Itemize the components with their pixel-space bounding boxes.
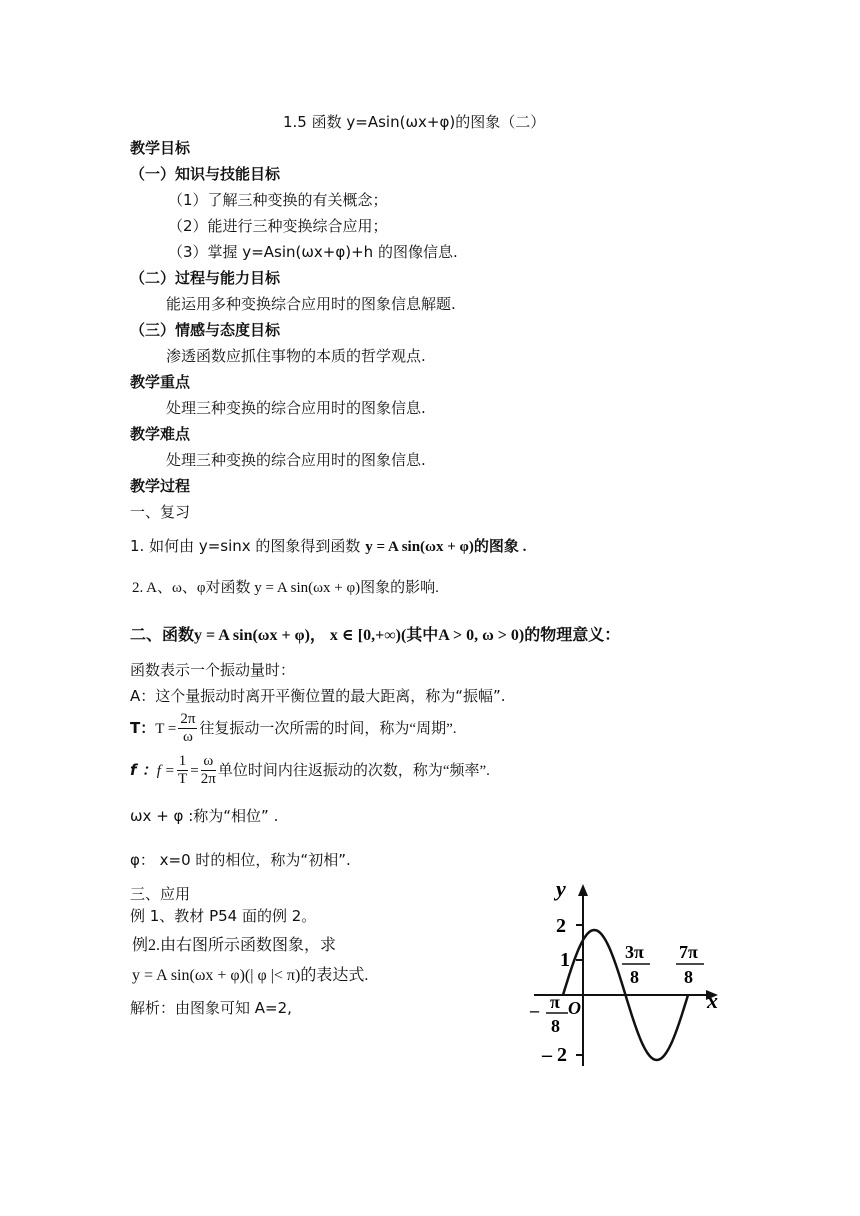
- physics-heading: 二、函数y = A sin(ωx + φ)， x ∈ [0,+∞)(其中A > 0, ω > 0)的物理意义：: [130, 627, 621, 644]
- amplitude-text: A：这个量振动时离开平衡位置的最大距离，称为“振幅”.: [130, 687, 506, 705]
- review-question-1-text: 1. 如何由 y=sinx 的图象得到函数: [130, 537, 361, 555]
- key-point-text: 处理三种变换的综合应用时的图象信息.: [166, 399, 426, 417]
- review-question-2: 2. A、ω、φ对函数 y = A sin(ωx + φ)图象的影响.: [132, 580, 439, 596]
- period-fraction: [178, 711, 197, 746]
- frequency-fraction-1: [177, 753, 189, 788]
- x-mid-denominator: 8: [630, 967, 639, 987]
- frequency-text: 单位时间内往返振动的次数，称为“频率”.: [217, 763, 490, 779]
- page-title: 1.5 函数 y=Asin(ωx+φ)的图象（二）: [283, 113, 546, 131]
- physics-intro: 函数表示一个振动量时：: [130, 661, 296, 679]
- frequency-numerator-2: ω: [201, 753, 216, 771]
- y-axis-arrow: [578, 884, 588, 896]
- x-left-denominator: 8: [551, 1016, 560, 1036]
- x-mid-numerator: 3π: [625, 942, 644, 962]
- y-axis-label: y: [556, 876, 566, 901]
- example-2-line-2: y = A sin(ωx + φ)(| φ |< π)的表达式.: [132, 967, 369, 984]
- process-heading: 教学过程: [130, 477, 191, 495]
- knowledge-item-3: （3）掌握 y=Asin(ωx+φ)+h 的图像信息.: [168, 243, 458, 261]
- application-heading: 三、应用: [130, 885, 191, 903]
- frequency-denominator-1: T: [177, 771, 188, 787]
- y-tick-label-neg2: – 2: [542, 1044, 567, 1066]
- frequency-label: f ：: [130, 761, 157, 779]
- example-2-line-1: 例2.由右图所示函数图象，求: [132, 937, 337, 954]
- frequency-fraction-2: [201, 753, 216, 788]
- frequency-denominator-2: 2π: [200, 771, 216, 787]
- frequency-line: [130, 748, 490, 792]
- review-question-1: [130, 536, 526, 557]
- period-numerator: 2π: [180, 711, 196, 727]
- difficulty-text: 处理三种变换的综合应用时的图象信息.: [166, 451, 426, 469]
- process-ability-heading: （二）过程与能力目标: [130, 269, 281, 287]
- y-tick-label-1: 1: [560, 949, 570, 971]
- x-left-sign: –: [530, 1000, 539, 1020]
- objectives-heading: 教学目标: [130, 139, 191, 157]
- period-denominator: ω: [182, 729, 193, 745]
- example-1: 例 1、教材 P54 面的例 2。: [130, 907, 317, 925]
- frequency-numerator-1: 1: [178, 753, 187, 769]
- frequency-lhs: f =: [156, 763, 175, 779]
- frequency-equals: =: [190, 763, 199, 779]
- period-label: T：: [130, 719, 156, 737]
- origin-label: O: [568, 998, 581, 1018]
- emotion-heading: （三）情感与态度目标: [130, 321, 281, 339]
- x-right-denominator: 8: [684, 967, 693, 987]
- sine-graph: [520, 870, 740, 1080]
- period-text: 往复振动一次所需的时间，称为“周期”.: [199, 721, 457, 737]
- period-line: [130, 706, 457, 750]
- x-axis-label: x: [707, 988, 718, 1013]
- phase-text: ωx + φ :称为“相位” .: [130, 807, 279, 825]
- review-heading: 一、复习: [130, 503, 191, 521]
- initial-phase-text: φ： x=0 时的相位，称为“初相”.: [130, 851, 351, 869]
- process-ability-text: 能运用多种变换综合应用时的图象信息解题.: [166, 295, 456, 313]
- emotion-text: 渗透函数应抓住事物的本质的哲学观点.: [166, 347, 426, 365]
- review-question-1-formula: y = A sin(ωx + φ)的图象 .: [365, 539, 527, 555]
- key-point-heading: 教学重点: [130, 373, 191, 391]
- solution-text: 解析：由图象可知 A=2,: [130, 999, 292, 1017]
- knowledge-item-1: （1）了解三种变换的有关概念；: [168, 191, 388, 209]
- x-left-numerator: π: [550, 992, 560, 1012]
- knowledge-item-2: （2）能进行三种变换综合应用；: [168, 217, 388, 235]
- knowledge-heading: （一）知识与技能目标: [130, 165, 281, 183]
- period-lhs: T =: [155, 721, 177, 737]
- difficulty-heading: 教学难点: [130, 425, 191, 443]
- x-right-numerator: 7π: [679, 942, 698, 962]
- y-tick-label-2: 2: [556, 915, 566, 937]
